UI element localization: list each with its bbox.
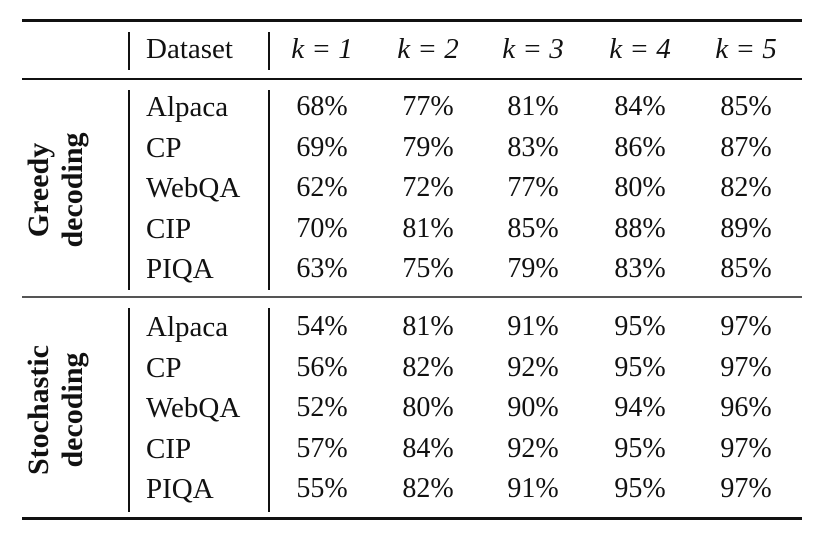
value-cell: 80% xyxy=(402,392,454,423)
group-label-greedy-line2: decoding xyxy=(56,132,89,248)
value-cell: 82% xyxy=(402,352,454,383)
header-dataset: Dataset xyxy=(146,33,233,65)
group-label-stochastic xyxy=(22,310,90,510)
dataset-cell: WebQA xyxy=(146,172,241,204)
value-cell: 57% xyxy=(296,433,348,464)
value-cell: 77% xyxy=(402,91,454,122)
group-label-greedy xyxy=(22,90,90,290)
value-cell: 95% xyxy=(614,352,666,383)
value-cell: 54% xyxy=(296,311,348,342)
value-cell: 84% xyxy=(402,433,454,464)
value-cell: 92% xyxy=(507,433,559,464)
value-cell: 97% xyxy=(720,352,772,383)
header-separator-left xyxy=(128,32,130,70)
group-label-stochastic-line1: Stochastic xyxy=(22,345,55,475)
stochastic-separator-left xyxy=(128,308,130,512)
header-k5 xyxy=(715,32,776,66)
dataset-cell: PIQA xyxy=(146,473,214,505)
bottom-rule xyxy=(22,517,802,520)
header-k2-label: k = 2 xyxy=(397,33,459,65)
dataset-cell: CP xyxy=(146,352,182,384)
value-cell: 95% xyxy=(614,311,666,342)
header-k4 xyxy=(609,32,670,66)
value-cell: 97% xyxy=(720,311,772,342)
value-cell: 85% xyxy=(507,213,559,244)
value-cell: 90% xyxy=(507,392,559,423)
header-k3 xyxy=(502,32,563,66)
value-cell: 91% xyxy=(507,473,559,504)
value-cell: 79% xyxy=(507,253,559,284)
value-cell: 88% xyxy=(614,213,666,244)
group-label-greedy-line1: Greedy xyxy=(22,142,55,238)
value-cell: 83% xyxy=(507,132,559,163)
value-cell: 81% xyxy=(507,91,559,122)
value-cell: 83% xyxy=(614,253,666,284)
value-cell: 82% xyxy=(720,172,772,203)
value-cell: 86% xyxy=(614,132,666,163)
header-k2 xyxy=(397,32,458,66)
value-cell: 63% xyxy=(296,253,348,284)
value-cell: 84% xyxy=(614,91,666,122)
value-cell: 70% xyxy=(296,213,348,244)
dataset-cell: CP xyxy=(146,132,182,164)
value-cell: 62% xyxy=(296,172,348,203)
dataset-cell: CIP xyxy=(146,213,192,245)
value-cell: 77% xyxy=(507,172,559,203)
value-cell: 96% xyxy=(720,392,772,423)
value-cell: 68% xyxy=(296,91,348,122)
value-cell: 95% xyxy=(614,473,666,504)
value-cell: 80% xyxy=(614,172,666,203)
value-cell: 92% xyxy=(507,352,559,383)
header-k1 xyxy=(291,32,352,66)
dataset-cell: CIP xyxy=(146,433,192,465)
greedy-separator-right xyxy=(268,90,270,290)
header-separator-right xyxy=(268,32,270,70)
dataset-cell: Alpaca xyxy=(146,311,229,343)
value-cell: 79% xyxy=(402,132,454,163)
dataset-cell: PIQA xyxy=(146,253,214,285)
value-cell: 94% xyxy=(614,392,666,423)
group-label-stochastic-line2: decoding xyxy=(56,352,89,468)
stochastic-separator-right xyxy=(268,308,270,512)
value-cell: 89% xyxy=(720,213,772,244)
value-cell: 52% xyxy=(296,392,348,423)
group-separator-rule xyxy=(22,296,802,298)
value-cell: 69% xyxy=(296,132,348,163)
header-rule xyxy=(22,78,802,80)
header-k3-label: k = 3 xyxy=(502,33,564,65)
dataset-cell: Alpaca xyxy=(146,91,229,123)
value-cell: 95% xyxy=(614,433,666,464)
header-k1-label: k = 1 xyxy=(291,33,353,65)
header-k4-label: k = 4 xyxy=(609,33,671,65)
value-cell: 85% xyxy=(720,253,772,284)
value-cell: 97% xyxy=(720,473,772,504)
dataset-cell: WebQA xyxy=(146,392,241,424)
top-rule xyxy=(22,19,802,22)
value-cell: 85% xyxy=(720,91,772,122)
value-cell: 72% xyxy=(402,172,454,203)
greedy-separator-left xyxy=(128,90,130,290)
value-cell: 56% xyxy=(296,352,348,383)
value-cell: 91% xyxy=(507,311,559,342)
header-k5-label: k = 5 xyxy=(715,33,777,65)
value-cell: 75% xyxy=(402,253,454,284)
value-cell: 82% xyxy=(402,473,454,504)
value-cell: 55% xyxy=(296,473,348,504)
value-cell: 81% xyxy=(402,213,454,244)
value-cell: 81% xyxy=(402,311,454,342)
value-cell: 87% xyxy=(720,132,772,163)
value-cell: 97% xyxy=(720,433,772,464)
